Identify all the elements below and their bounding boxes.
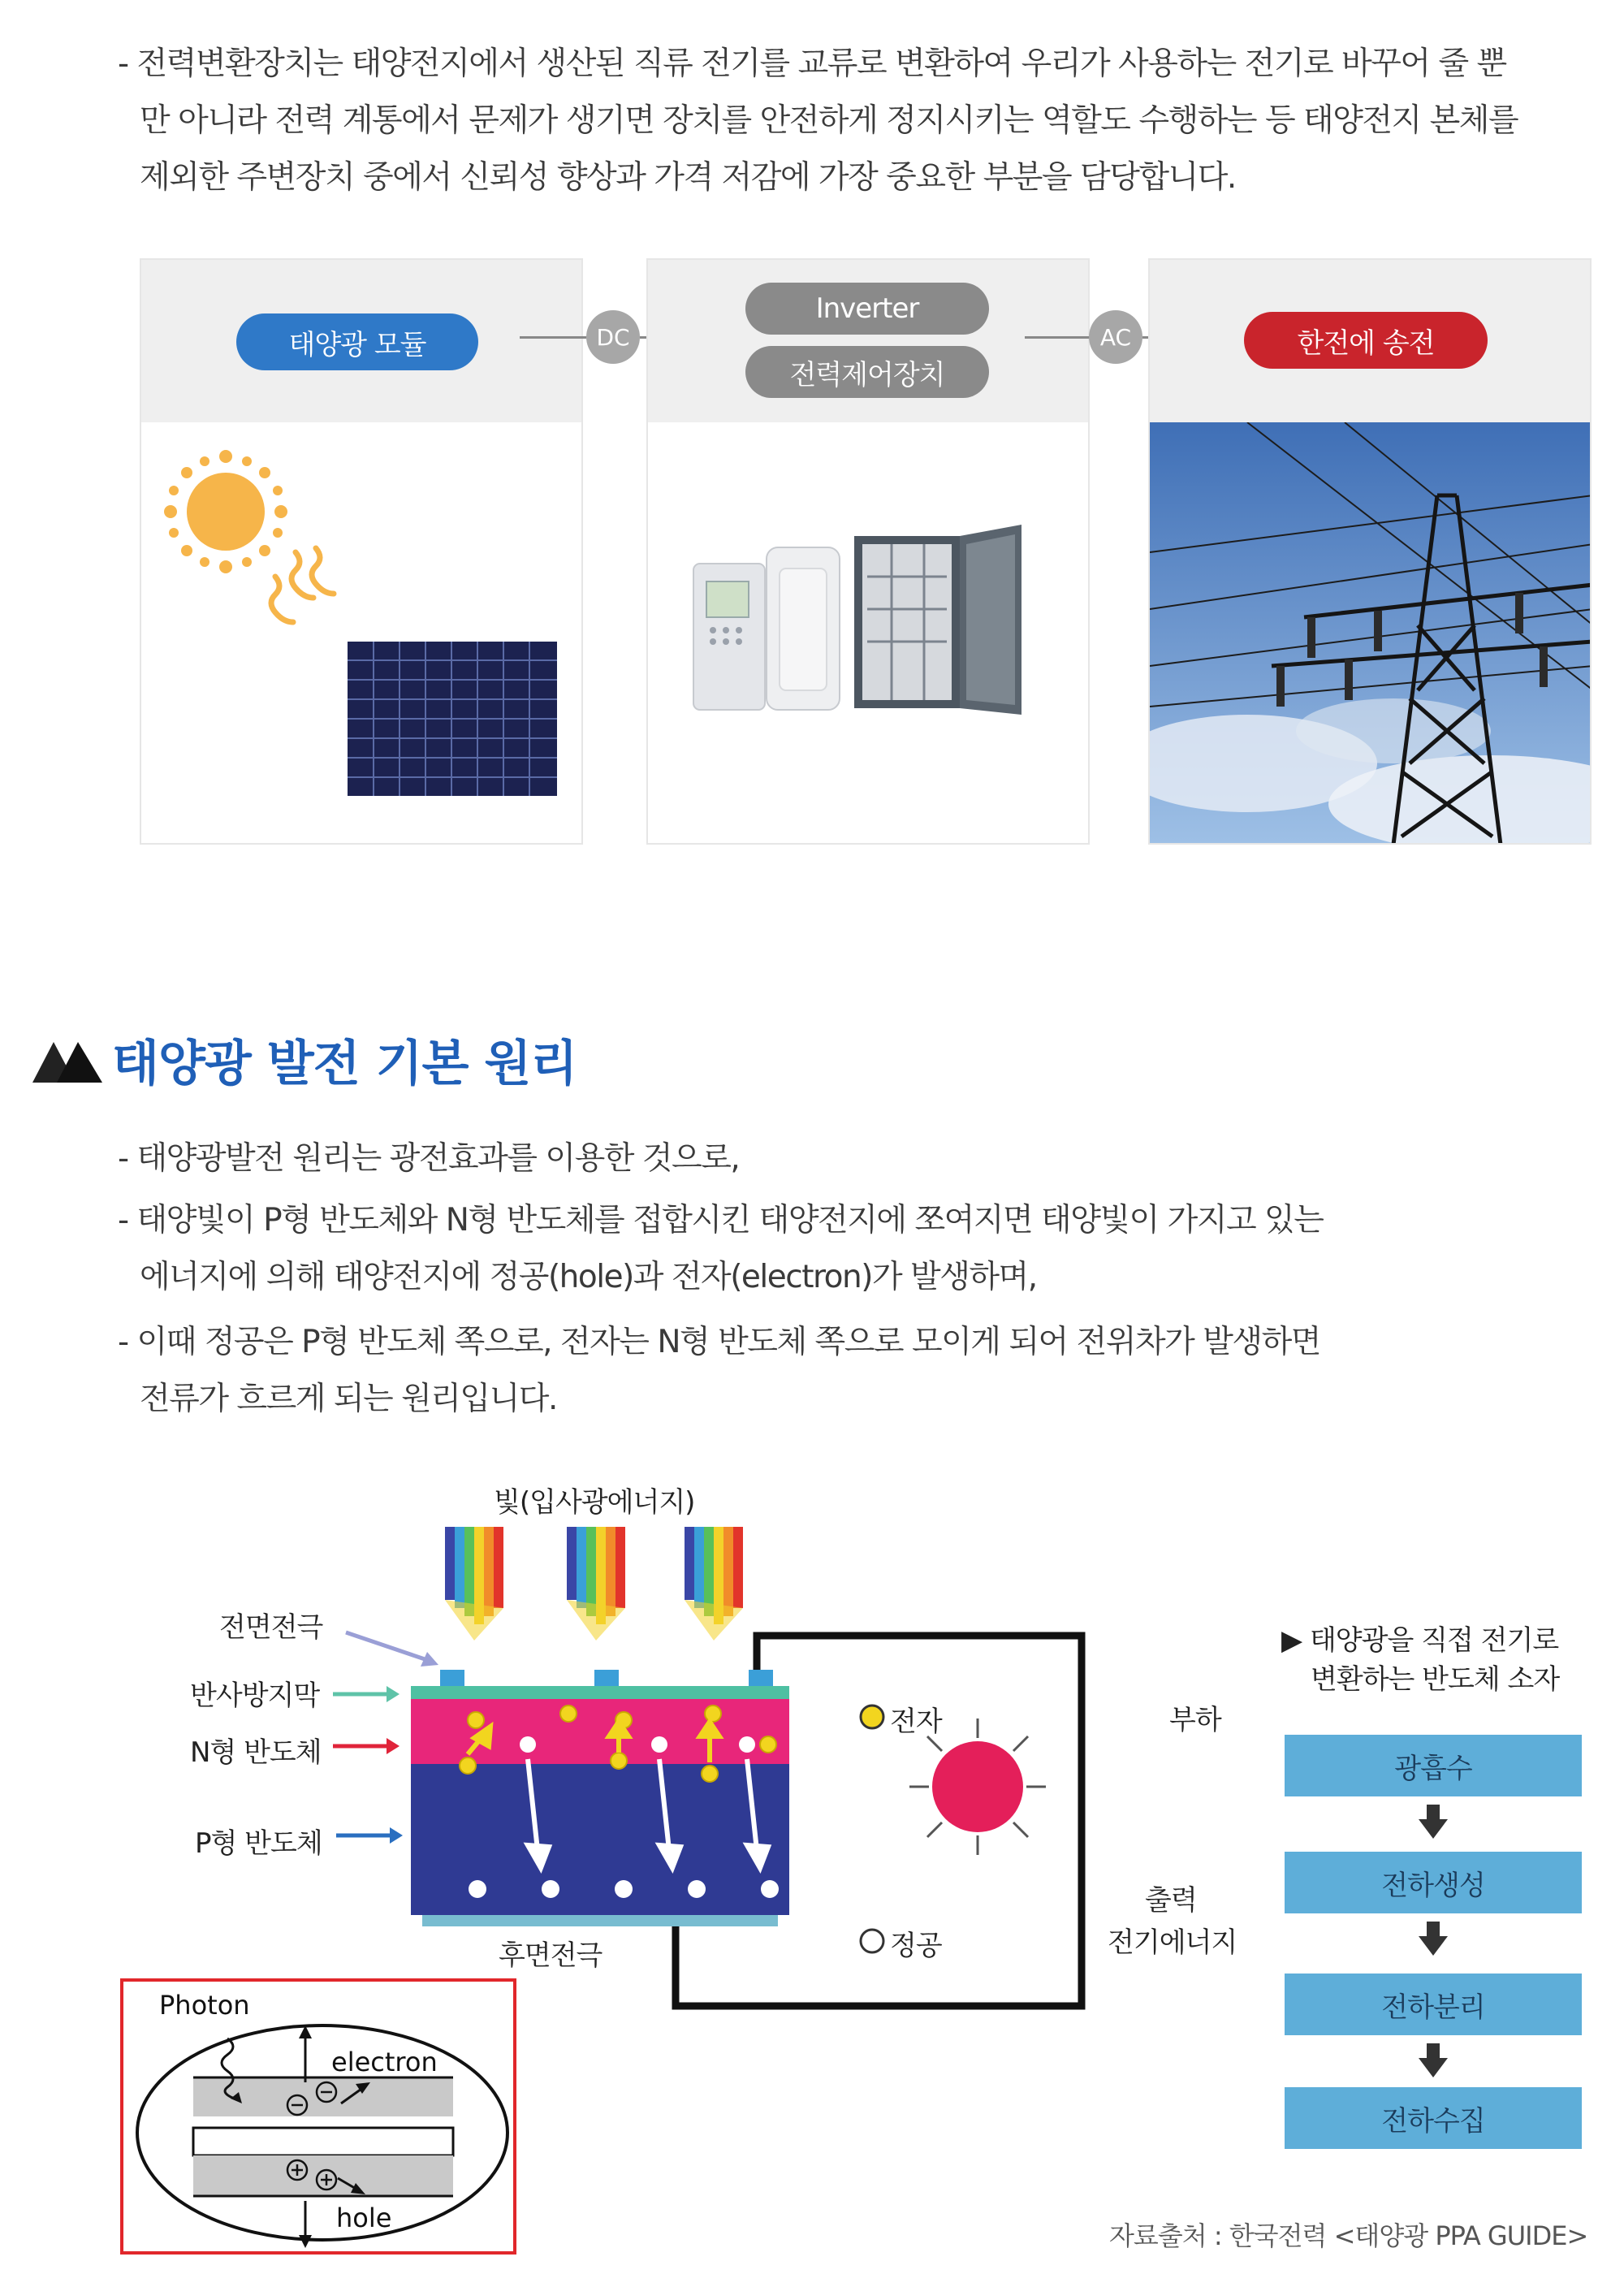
sun-icon xyxy=(164,450,287,573)
solar-module-panel xyxy=(140,258,583,845)
output-label-line2: 전기에너지 xyxy=(1108,1926,1237,1959)
solar-panel-icon xyxy=(348,642,557,796)
principle-line-1: - 태양광발전 원리는 광전효과를 이용한 것으로, xyxy=(118,1140,740,1177)
inset-hole-label: hole xyxy=(336,2203,392,2233)
hole-legend-icon xyxy=(861,1930,883,1952)
step-charge-generation: 전하생성 xyxy=(1285,1852,1582,1913)
sunray-icon xyxy=(271,548,334,622)
output-label-line1: 출력 xyxy=(1145,1884,1197,1917)
hole-legend-label: 정공 xyxy=(890,1930,942,1962)
transmission-tower-illustration xyxy=(1150,422,1592,845)
steps-heading-line1: ▶ 태양광을 직접 전기로 xyxy=(1281,1624,1559,1657)
intro-line-1: - 전력변환장치는 태양전지에서 생산된 직류 전기를 교류로 변환하여 우리가 사용하는 전기로 바꾸어 줄 뿐 xyxy=(118,45,1506,82)
back-electrode-label: 후면전극 xyxy=(499,1939,603,1972)
principle-line-2: - 태양빛이 P형 반도체와 N형 반도체를 접합시킨 태양전지에 쪼여지면 태양빛이 가지고 있는 xyxy=(118,1202,1324,1239)
source-credit: 자료출처 : 한국전력 <태양광 PPA GUIDE> xyxy=(1109,2220,1588,2251)
anti-reflection-label: 반사방지막 xyxy=(190,1680,320,1712)
front-electrode-label: 전면전극 xyxy=(219,1611,323,1644)
arrow-down-icon xyxy=(1419,2043,1448,2077)
principle-line-4: - 이때 정공은 P형 반도체 쪽으로, 전자는 N형 반도체 쪽으로 모이게 되어 전위차가 발생하면 xyxy=(118,1324,1320,1360)
inset-diagram xyxy=(123,1982,513,2251)
power-control-pill: 전력제어장치 xyxy=(745,346,989,398)
ac-badge: AC xyxy=(1089,310,1142,364)
electron-legend-icon xyxy=(861,1706,883,1728)
principle-line-5: 전류가 흐르게 되는 원리입니다. xyxy=(140,1381,557,1417)
load-label: 부하 xyxy=(1169,1704,1221,1736)
light-label: 빛(입사광에너지) xyxy=(494,1486,695,1519)
arrow-down-icon xyxy=(1419,1922,1448,1956)
grid-pill: 한전에 송전 xyxy=(1244,312,1488,369)
inverter-pill: Inverter xyxy=(745,283,989,335)
photon-label: Photon xyxy=(159,1990,250,2021)
intro-line-3: 제외한 주변장치 중에서 신뢰성 향상과 가격 저감에 가장 중요한 부분을 담당합니다. xyxy=(140,159,1236,196)
inverter-equipment-illustration xyxy=(648,422,1090,845)
p-type-label: P형 반도체 xyxy=(195,1827,322,1860)
section-title: 태양광 발전 기본 원리 xyxy=(112,1035,577,1092)
arrow-down-icon xyxy=(1419,1805,1448,1839)
step-charge-separation: 전하분리 xyxy=(1285,1974,1582,2035)
electron-legend-label: 전자 xyxy=(890,1706,942,1738)
steps-heading-line2: 변환하는 반도체 소자 xyxy=(1311,1663,1560,1696)
dc-badge: DC xyxy=(586,310,640,364)
inset-electron-label: electron xyxy=(331,2047,438,2077)
photon-inset xyxy=(120,1978,516,2255)
principle-line-3: 에너지에 의해 태양전지에 정공(hole)과 전자(electron)가 발생하며, xyxy=(140,1259,1037,1295)
section-logo-icon xyxy=(32,1037,102,1083)
grid-panel xyxy=(1148,258,1592,845)
n-type-label: N형 반도체 xyxy=(190,1736,322,1769)
step-light-absorption: 광흡수 xyxy=(1285,1735,1582,1796)
flow-line xyxy=(520,336,586,339)
intro-line-2: 만 아니라 전력 계통에서 문제가 생기면 장치를 안전하게 정지시키는 역할도 수행하는 등 태양전지 본체를 xyxy=(140,102,1518,139)
sun-and-panel-illustration xyxy=(141,422,583,845)
module-pill: 태양광 모듈 xyxy=(236,313,478,370)
inverter-panel xyxy=(646,258,1090,845)
step-charge-collection: 전하수집 xyxy=(1285,2087,1582,2149)
flow-line xyxy=(1025,336,1095,339)
